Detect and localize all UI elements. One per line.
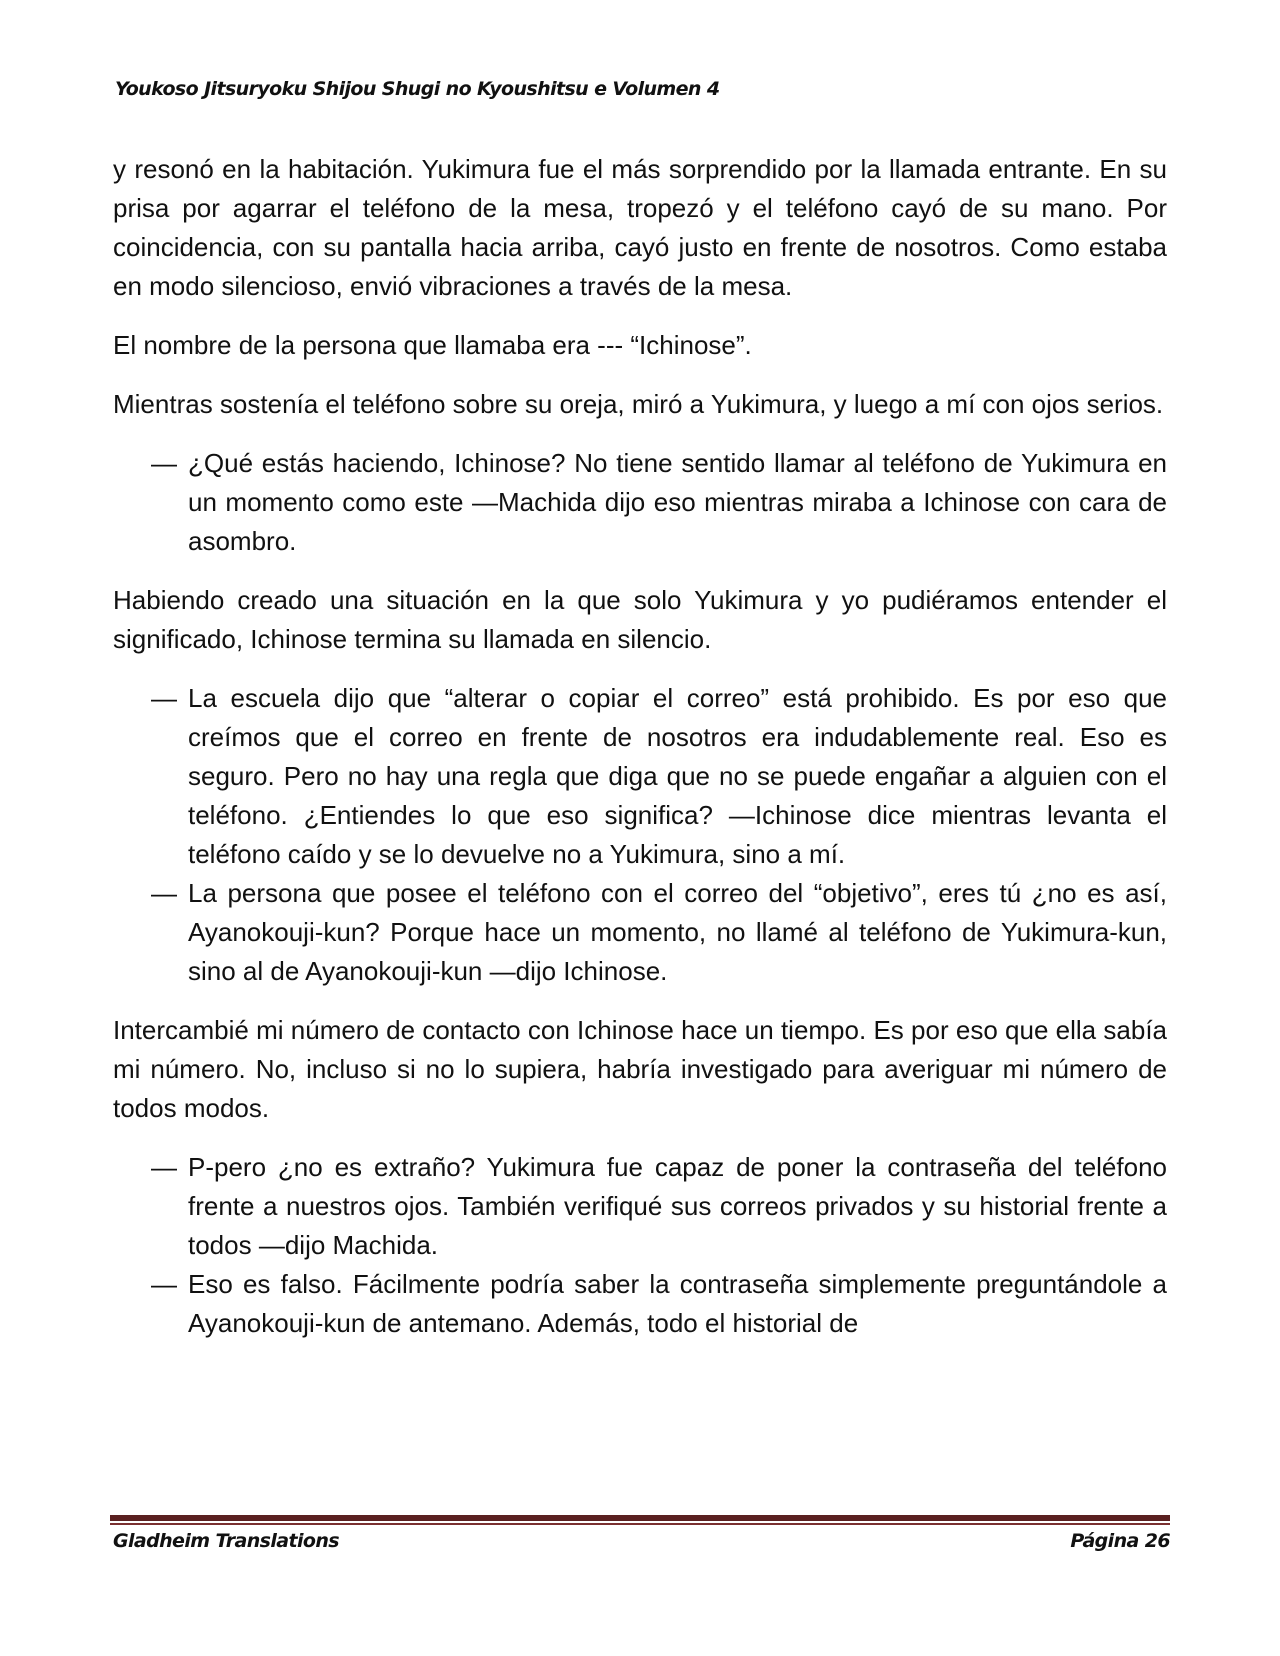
dialogue-text: ¿Qué estás haciendo, Ichinose? No tiene sentido llamar al teléfono de Yukimura en un momento como este —Machida dijo eso mientras miraba a Ichinose con cara de asombro. bbox=[188, 448, 1167, 556]
running-header: Youkoso Jitsuryoku Shijou Shugi no Kyoushitsu e Volumen 4 bbox=[115, 78, 720, 100]
dialogue-line bbox=[113, 1148, 1167, 1265]
dialogue-group bbox=[113, 679, 1167, 991]
footer-rule bbox=[110, 1515, 1170, 1521]
paragraph: Intercambié mi número de contacto con Ichinose hace un tiempo. Es por eso que ella sabía mi número. No, incluso si no lo supiera, habría investigado para averiguar mi número de todos modos. bbox=[113, 1015, 1167, 1123]
dialogue-group bbox=[113, 444, 1167, 561]
dialogue-line bbox=[113, 874, 1167, 991]
em-dash: — bbox=[151, 1269, 177, 1299]
dialogue-line bbox=[113, 444, 1167, 561]
footer-page-number: Página 26 bbox=[1070, 1530, 1170, 1552]
paragraph: y resonó en la habitación. Yukimura fue el más sorprendido por la llamada entrante. En su prisa por agarrar el teléfono de la mesa, tropezó y el teléfono cayó de su mano. Por coincidencia, con su pantalla hacia arriba, cayó justo en frente de nosotros. Como estaba en modo silencioso, envió vibraciones a través de la mesa. bbox=[113, 154, 1167, 301]
em-dash: — bbox=[151, 1152, 177, 1182]
paragraph: Mientras sostenía el teléfono sobre su oreja, miró a Yukimura, y luego a mí con ojos serios. bbox=[113, 389, 1164, 419]
dialogue-line bbox=[113, 679, 1167, 874]
dialogue-text: La persona que posee el teléfono con el correo del “objetivo”, eres tú ¿no es así, Ayanokouji-kun? Porque hace un momento, no llamé al teléfono de Yukimura-kun, sino al de Ayanokouji-kun —dijo Ichinose. bbox=[188, 878, 1167, 986]
paragraph: Habiendo creado una situación en la que solo Yukimura y yo pudiéramos entender el significado, Ichinose termina su llamada en silencio. bbox=[113, 585, 1167, 654]
em-dash: — bbox=[151, 448, 177, 478]
footer-publisher: Gladheim Translations bbox=[113, 1530, 339, 1552]
dialogue-group bbox=[113, 1148, 1167, 1343]
page-body bbox=[113, 150, 1167, 1363]
paragraph: El nombre de la persona que llamaba era --- “Ichinose”. bbox=[113, 330, 752, 360]
dialogue-text: Eso es falso. Fácilmente podría saber la contraseña simplemente preguntándole a Ayanokouji-kun de antemano. Además, todo el historial de bbox=[188, 1269, 1167, 1338]
dialogue-line bbox=[113, 1265, 1167, 1343]
em-dash: — bbox=[151, 878, 177, 908]
footer-rule-thin bbox=[110, 1523, 1170, 1525]
dialogue-text: P-pero ¿no es extraño? Yukimura fue capaz de poner la contraseña del teléfono frente a nuestros ojos. También verifiqué sus correos privados y su historial frente a todos —dijo Machida. bbox=[188, 1152, 1167, 1260]
em-dash: — bbox=[151, 683, 177, 713]
dialogue-text: La escuela dijo que “alterar o copiar el correo” está prohibido. Es por eso que creímos que el correo en frente de nosotros era indudablemente real. Eso es seguro. Pero no hay una regla que diga que no se puede engañar a alguien con el teléfono. ¿Entiendes lo que eso significa? —Ichinose dice mientras levanta el teléfono caído y se lo devuelve no a Yukimura, sino a mí. bbox=[188, 683, 1167, 869]
